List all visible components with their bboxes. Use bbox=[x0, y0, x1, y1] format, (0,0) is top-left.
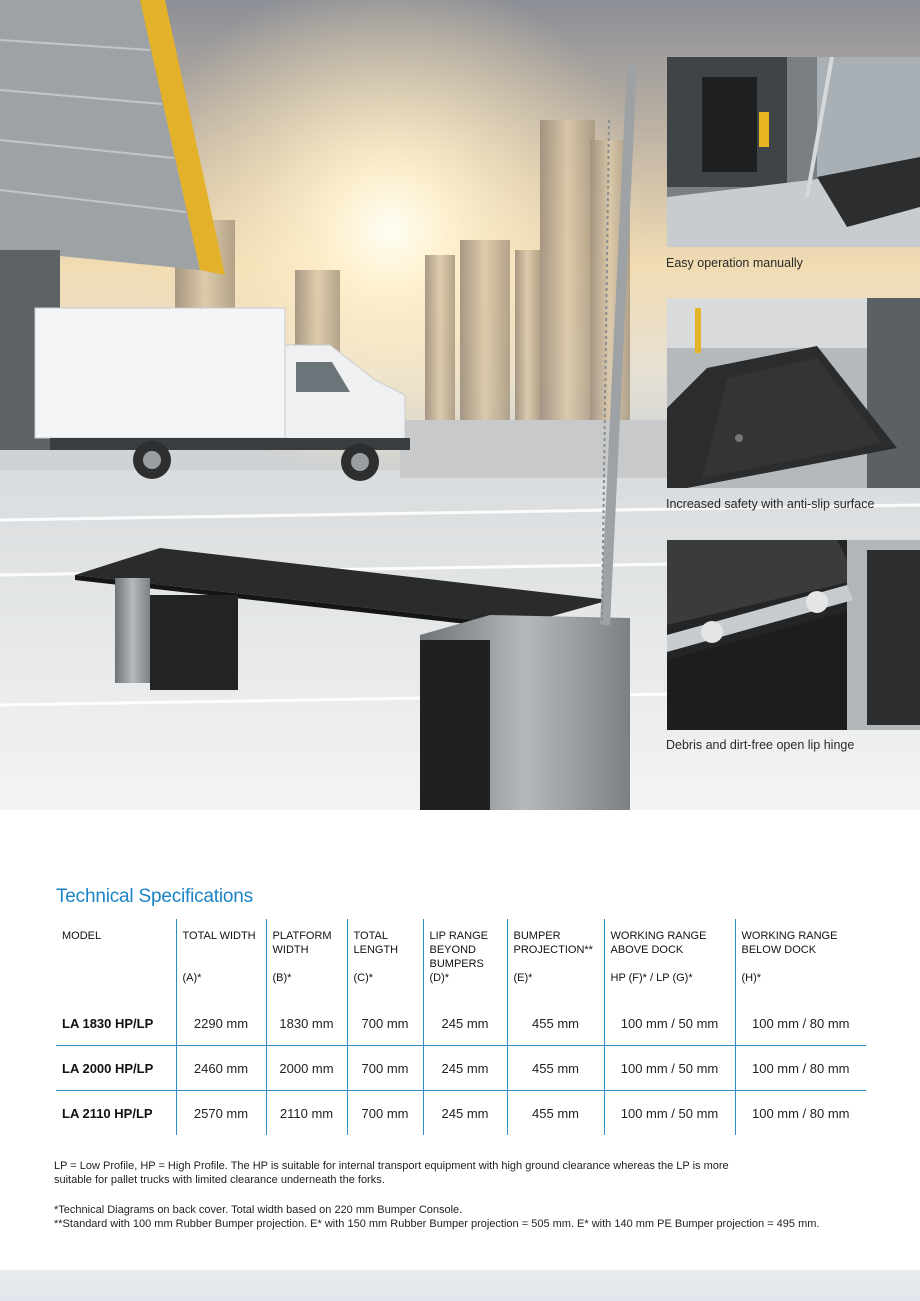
table-header-row bbox=[56, 919, 866, 1001]
cell-bumper-projection: 455 mm bbox=[507, 1001, 604, 1046]
cell-total-length: 700 mm bbox=[347, 1046, 423, 1091]
cell-lip-range: 245 mm bbox=[423, 1091, 507, 1136]
cell-platform-width: 1830 mm bbox=[266, 1001, 347, 1046]
header-label: LIP RANGE BEYOND BUMPERS bbox=[429, 930, 488, 970]
cell-bumper-projection: 455 mm bbox=[507, 1091, 604, 1136]
header-label: MODEL bbox=[62, 930, 102, 942]
cell-total-width: 2290 mm bbox=[176, 1001, 266, 1046]
cell-total-width: 2570 mm bbox=[176, 1091, 266, 1136]
header-sub: (H)* bbox=[741, 972, 762, 984]
header-label: PLATFORM WIDTH bbox=[272, 930, 332, 956]
footer-band bbox=[0, 1270, 920, 1301]
open-lip-hinge-illustration bbox=[667, 540, 920, 730]
header-sub: (A)* bbox=[182, 972, 202, 984]
cell-lip-range: 245 mm bbox=[423, 1001, 507, 1046]
caption-manual-operation: Easy operation manually bbox=[666, 256, 803, 270]
header-sub: HP (F)* / LP (G)* bbox=[610, 972, 693, 984]
header-label: TOTAL WIDTH bbox=[182, 930, 256, 942]
note-profile-line1: LP = Low Profile, HP = High Profile. The HP is suitable for internal transport equipment with high ground clearance whereas the LP is more bbox=[54, 1160, 729, 1172]
photo-manual-operation bbox=[667, 57, 920, 247]
note-profile-line2: suitable for pallet trucks with limited clearance underneath the forks. bbox=[54, 1174, 385, 1186]
header-total-width bbox=[176, 919, 266, 1001]
table-row bbox=[56, 1091, 866, 1136]
header-working-range-below bbox=[735, 919, 866, 1001]
cell-model: LA 2110 HP/LP bbox=[62, 1105, 153, 1121]
specs-table bbox=[56, 919, 866, 1135]
header-lip-range bbox=[423, 919, 507, 1001]
header-total-length bbox=[347, 919, 423, 1001]
caption-anti-slip-surface: Increased safety with anti-slip surface bbox=[666, 497, 875, 511]
cell-platform-width: 2000 mm bbox=[266, 1046, 347, 1091]
cell-bumper-projection: 455 mm bbox=[507, 1046, 604, 1091]
cell-working-range-below: 100 mm / 80 mm bbox=[735, 1001, 866, 1046]
cell-platform-width: 2110 mm bbox=[266, 1091, 347, 1136]
header-label: WORKING RANGE BELOW DOCK bbox=[741, 930, 838, 956]
header-model bbox=[56, 919, 176, 1001]
header-bumper-projection bbox=[507, 919, 604, 1001]
anti-slip-surface-illustration bbox=[667, 298, 920, 488]
photo-anti-slip-surface bbox=[667, 298, 920, 488]
header-label: TOTAL LENGTH bbox=[353, 930, 399, 956]
header-label: WORKING RANGE ABOVE DOCK bbox=[610, 930, 707, 956]
cell-total-length: 700 mm bbox=[347, 1001, 423, 1046]
cell-working-range-above: 100 mm / 50 mm bbox=[604, 1046, 735, 1091]
note-diagrams: *Technical Diagrams on back cover. Total width based on 220 mm Bumper Console. bbox=[54, 1204, 463, 1216]
cell-total-width: 2460 mm bbox=[176, 1046, 266, 1091]
cell-working-range-above: 100 mm / 50 mm bbox=[604, 1091, 735, 1136]
header-sub: (E)* bbox=[513, 972, 533, 984]
cell-model: LA 1830 HP/LP bbox=[56, 1001, 176, 1046]
table-row bbox=[56, 1001, 866, 1046]
note-bumper: **Standard with 100 mm Rubber Bumper projection. E* with 150 mm Rubber Bumper projection = 505 mm. E* with 140 mm PE Bumper projection = 495 mm. bbox=[54, 1218, 820, 1230]
cell-working-range-above: 100 mm / 50 mm bbox=[604, 1001, 735, 1046]
header-working-range-above bbox=[604, 919, 735, 1001]
specs-title: Technical Specifications bbox=[56, 886, 253, 907]
header-label: BUMPER PROJECTION** bbox=[513, 930, 593, 956]
cell-working-range-below: 100 mm / 80 mm bbox=[735, 1046, 866, 1091]
cell-working-range-below: 100 mm / 80 mm bbox=[735, 1091, 866, 1136]
table-row bbox=[56, 1046, 866, 1091]
cell-model: LA 2000 HP/LP bbox=[56, 1046, 176, 1091]
header-sub: (C)* bbox=[353, 972, 374, 984]
photo-open-lip-hinge bbox=[667, 540, 920, 730]
header-platform-width bbox=[266, 919, 347, 1001]
header-sub: (B)* bbox=[272, 972, 292, 984]
cell-total-length: 700 mm bbox=[347, 1091, 423, 1136]
header-sub: (D)* bbox=[429, 972, 450, 984]
caption-open-lip-hinge: Debris and dirt-free open lip hinge bbox=[666, 738, 855, 752]
manual-operation-illustration bbox=[667, 57, 920, 247]
cell-lip-range: 245 mm bbox=[423, 1046, 507, 1091]
